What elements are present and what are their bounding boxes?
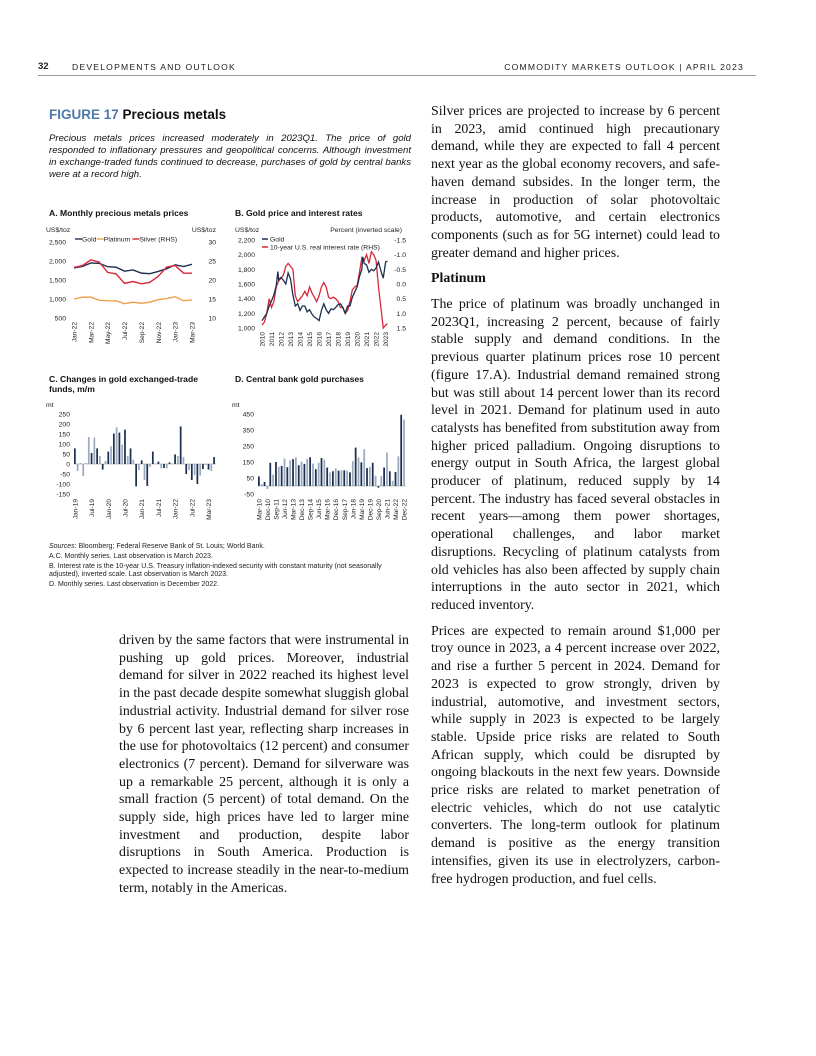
x-tick-label: Sep-22: [138, 322, 146, 344]
x-tick-label: Mar-23: [189, 322, 197, 343]
bar: [329, 472, 331, 486]
x-tick-label: 2023: [383, 332, 391, 347]
bar: [389, 471, 391, 486]
bar: [366, 468, 368, 486]
series-line-platinum: [74, 297, 192, 304]
panel-d-title: D. Central bank gold purchases: [235, 374, 364, 384]
y-tick-label: 350: [242, 427, 254, 435]
x-tick-label: Dec-13: [299, 499, 307, 521]
bar: [386, 452, 388, 486]
x-tick-label: Dec-19: [367, 499, 375, 521]
bar: [306, 459, 308, 486]
legend-label: Gold: [270, 236, 285, 244]
legend-label: Gold: [82, 236, 97, 244]
legend-label: 10-year U.S. real interest rate (RHS): [270, 244, 380, 252]
bar: [116, 427, 118, 464]
chart-b-gold-interest: [230, 222, 415, 362]
bar: [375, 476, 377, 486]
x-tick-label: 2022: [373, 332, 381, 347]
bar: [335, 468, 337, 486]
bar: [166, 464, 168, 468]
bar: [130, 448, 132, 464]
x-tick-label: Jan-21: [139, 499, 147, 520]
bar: [135, 464, 137, 486]
bar: [163, 464, 165, 468]
paragraph-silver-outlook: Silver prices are projected to increase by 6 percent in 2023, amid continued high precautionary demand, while they are expected to fall 4 percent next year as the global economy recovers, and safe-haven demand subsides. In the longer term, the increase in production of solar photovoltaic products, automotive, and certain electronics components (such as for 5G internet) could lead to greater demand and higher prices.: [431, 104, 720, 261]
bar: [318, 463, 320, 486]
x-tick-label: Dec-22: [401, 499, 409, 521]
y-tick-label-right: -1.0: [394, 252, 406, 260]
x-tick-label: 2014: [297, 332, 305, 347]
x-tick-label: Jul-21: [155, 499, 163, 517]
y-tick-label: 1,500: [48, 277, 66, 285]
bar: [102, 464, 104, 470]
figure-notes: [49, 543, 414, 591]
bar: [360, 462, 362, 486]
y-axis-label: mt: [46, 402, 54, 409]
bar: [144, 464, 146, 480]
x-tick-label: 2021: [364, 332, 372, 347]
y-tick-label: 1,000: [237, 325, 255, 333]
bar: [378, 486, 380, 488]
chart-c-etf-changes: [44, 396, 224, 536]
bar: [369, 467, 371, 486]
bar: [177, 456, 179, 464]
bar: [315, 469, 317, 486]
y-axis-label: mt: [232, 402, 240, 409]
bar: [205, 464, 207, 465]
y-tick-label-right: 1.5: [396, 325, 406, 333]
y-tick-label: -50: [60, 471, 70, 479]
x-tick-label: Mar-23: [206, 499, 214, 520]
bar: [383, 468, 385, 486]
bar: [289, 460, 291, 486]
x-tick-label: Sep-20: [375, 499, 383, 521]
y-tick-label-right: 10: [208, 315, 216, 323]
y-tick-label: 2,000: [237, 252, 255, 260]
y-tick-label: 150: [242, 459, 254, 467]
publication-title: COMMODITY MARKETS OUTLOOK | APRIL 2023: [504, 62, 744, 72]
y-tick-label: 50: [62, 451, 70, 459]
y-axis-label-left: US$/toz: [235, 227, 260, 234]
y-tick-label: 100: [58, 441, 70, 449]
y-tick-label-right: 0.5: [396, 296, 406, 304]
bar: [269, 463, 271, 486]
bar: [88, 437, 90, 464]
bar: [99, 456, 101, 464]
bar: [77, 464, 79, 471]
bar: [74, 448, 76, 464]
bar: [194, 464, 196, 475]
y-tick-label: 2,000: [48, 258, 66, 266]
bar: [197, 464, 199, 484]
panel-a-title: A. Monthly precious metals prices: [49, 208, 189, 218]
y-tick-label-right: 1.0: [396, 310, 406, 318]
x-tick-label: Jul-22: [189, 499, 197, 517]
x-tick-label: 2012: [278, 332, 286, 347]
y-tick-label-right: -1.5: [394, 237, 406, 245]
y-tick-label: 450: [242, 411, 254, 419]
paragraph-platinum-outlook: Prices are expected to remain around $1,000 per troy ounce in 2023, a 4 percent increase over 2022, and rise a further 5 percent in 2024. Demand for 2023 is expected to grow strongly, driven by industrial, automotive, and investment sectors, while supply in 2023 is expected to be largely stable. Upside price risks are related to South African supply, which could be disrupted by ongoing blackouts in the next few years. Downside price risks are related to market penetration of electric vehicles, which do not use catalytic converters. The long-term outlook for platinum demand is positive as the energy transition intensifies, given its use in electrolyzers, carbon-free hydrogen production, and fuel cells.: [431, 623, 720, 887]
bar: [395, 472, 397, 486]
bar: [400, 415, 402, 486]
y-tick-label: 150: [58, 431, 70, 439]
bar: [264, 482, 266, 486]
note-b: B. Interest rate is the 10-year U.S. Treasury inflation-indexed security with constant maturity (not seasonally adjusted), inverted scale. Last observation is March 2023.: [49, 562, 382, 579]
page-number: 32: [38, 61, 49, 72]
bar: [158, 462, 160, 464]
y-tick-label: 2,200: [237, 237, 255, 245]
legend-label: Silver (RHS): [139, 236, 178, 244]
panel-b-title: B. Gold price and interest rates: [235, 208, 363, 218]
bar: [132, 460, 134, 464]
bar: [127, 456, 129, 464]
bar: [298, 465, 300, 486]
bar: [358, 458, 360, 486]
bar: [121, 445, 123, 464]
x-tick-label: Jan-22: [71, 322, 79, 343]
bar: [119, 433, 121, 464]
y-tick-label-right: 0.0: [396, 281, 406, 289]
x-tick-label: 2016: [316, 332, 324, 347]
bar: [138, 464, 140, 470]
x-tick-label: Nov-22: [155, 322, 163, 344]
bar: [346, 471, 348, 486]
header-rule: [38, 75, 756, 76]
x-tick-label: 2011: [269, 332, 277, 347]
bar: [82, 464, 84, 476]
y-tick-label: 2,500: [48, 239, 66, 247]
bar: [343, 470, 345, 486]
bar: [355, 448, 357, 486]
x-tick-label: Mar-22: [88, 322, 96, 343]
x-tick-label: Sep-14: [307, 499, 315, 521]
bar: [323, 460, 325, 486]
bar: [284, 458, 286, 486]
bar: [397, 456, 399, 486]
bar: [188, 464, 190, 470]
chart-a-metals-prices: [44, 222, 224, 362]
figure-subtitle: Precious metals prices increased moderately in 2023Q1. The price of gold responded to inflationary pressures and geopolitical concerns. Although investment in exchange-traded funds continued to decrease, purchases of gold by central banks were at a record high.: [49, 133, 411, 180]
bar: [403, 420, 405, 486]
y-tick-label: -100: [56, 481, 70, 489]
y-tick-label-right: 30: [208, 239, 216, 247]
heading-platinum: Platinum: [431, 271, 486, 287]
x-tick-label: 2017: [326, 332, 334, 347]
bar: [372, 463, 374, 486]
bar: [272, 474, 274, 486]
x-tick-label: Jul-19: [89, 499, 97, 517]
bar: [210, 464, 212, 471]
bar: [149, 464, 151, 467]
bar: [304, 464, 306, 486]
bar: [338, 471, 340, 486]
bar: [183, 457, 185, 464]
x-tick-label: Jan-22: [172, 499, 180, 520]
note-sources: Sources: Bloomberg; Federal Reserve Bank of St. Louis; World Bank.: [49, 543, 265, 550]
bar: [281, 466, 283, 486]
x-tick-label: 2019: [345, 332, 353, 347]
x-tick-label: Mar-16: [324, 499, 332, 520]
bar: [174, 454, 176, 464]
bar: [286, 467, 288, 486]
bar: [96, 448, 98, 464]
legend-label: Platinum: [103, 236, 131, 244]
x-tick-label: Sep-17: [341, 499, 349, 521]
bar: [141, 460, 143, 464]
paragraph-silver-demand: driven by the same factors that were instrumental in pushing up gold prices. Moreover, industrial demand for silver in 2022 reached its highest level in the past decade despite somewhat sluggish global industrial activity. Industrial demand for silver rose by 6 percent last year, reflecting sharp increases in the use for photovoltaics (12 percent) and consumer electronics (7 percent). Demand for silverware was up a remarkable 25 percent, although it is only a small fraction (5 percent) of total demand. On the supply side, high prices have led to larger mine investment and production, despite labor disruptions in South America. Production is expected to increase steadily in the near-to-medium term, notably in the Americas.: [119, 633, 409, 896]
bar: [349, 472, 351, 486]
x-tick-label: Jul-20: [122, 499, 130, 517]
y-tick-label-right: 15: [208, 296, 216, 304]
y-tick-label-right: 25: [208, 258, 216, 266]
chart-d-central-bank: [230, 396, 415, 536]
y-tick-label: 50: [246, 475, 254, 483]
bar: [326, 468, 328, 486]
bar: [160, 464, 162, 468]
paragraph-platinum-price: The price of platinum was broadly unchanged in 2023Q1, increasing 2 percent, because of fairly stable supply and demand conditions. In the previous quarter platinum prices rose 10 percent (figure 17.A). Industrial demand remained strong but was still about 14 percent lower than its record level in 2021. Demand for platinum used in auto catalysts has benefited from substitution away from higher priced palladium. Ongoing disruptions to energy output in South Africa, the largest global producer of platinum, reduced supply by 14 percent. The industry has faced several obstacles in recent years—among them power shortages, operational challenges, and labor market disruptions. Recycling of platinum catalysts from old vehicles has also been affected by supply chain interruptions in the auto sector in 2021, which reduced inventory.: [431, 297, 720, 613]
x-tick-label: Jun-15: [316, 499, 324, 520]
figure-title: [49, 107, 226, 122]
bar: [208, 464, 210, 470]
note-ac: A.C. Monthly series. Last observation is March 2023.: [49, 552, 213, 560]
bar: [292, 459, 294, 486]
bar: [321, 458, 323, 486]
note-d: D. Monthly series. Last observation is December 2022.: [49, 581, 220, 589]
x-tick-label: Jan-19: [72, 499, 80, 520]
x-tick-label: Sep-11: [273, 499, 281, 520]
bar: [275, 462, 277, 486]
bar: [152, 452, 154, 464]
y-tick-label: 1,200: [237, 310, 255, 318]
bar: [191, 464, 193, 480]
bar: [261, 484, 263, 486]
bar: [105, 461, 107, 464]
bar: [380, 476, 382, 486]
x-tick-label: Dec-16: [333, 499, 341, 521]
bar: [267, 486, 269, 489]
y-tick-label: 1,000: [48, 296, 66, 304]
bar: [295, 457, 297, 486]
bar: [91, 453, 93, 464]
y-tick-label: 200: [58, 421, 70, 429]
y-tick-label: 1,400: [237, 296, 255, 304]
x-tick-label: Jan-23: [172, 322, 180, 343]
bar: [332, 471, 334, 486]
y-tick-label: 250: [58, 411, 70, 419]
x-tick-label: Mar-13: [290, 499, 298, 520]
y-tick-label: 0: [66, 461, 70, 469]
figure-number: FIGURE 17: [49, 107, 119, 122]
bar: [213, 457, 215, 464]
x-tick-label: 2018: [335, 332, 343, 347]
x-tick-label: Dec-10: [264, 499, 272, 521]
section-title: DEVELOPMENTS AND OUTLOOK: [72, 62, 236, 72]
x-tick-label: 2015: [307, 332, 315, 347]
bar: [180, 426, 182, 464]
bar: [202, 464, 204, 469]
bar: [341, 470, 343, 486]
bar: [185, 464, 187, 474]
y-tick-label-right: 20: [208, 277, 216, 285]
bar: [258, 476, 260, 486]
y-tick-label: 500: [54, 315, 66, 323]
bar: [169, 462, 171, 464]
right-column-text: [431, 103, 720, 896]
x-tick-label: Mar-19: [358, 499, 366, 520]
y-tick-label-right: -0.5: [394, 266, 406, 274]
bar: [107, 452, 109, 464]
y-tick-label: -150: [56, 491, 70, 499]
y-axis-label-right: Percent (inverted scale): [330, 227, 402, 234]
x-tick-label: 2013: [288, 332, 296, 347]
x-tick-label: Jun-18: [350, 499, 358, 520]
bar: [278, 467, 280, 486]
bar: [352, 461, 354, 486]
x-tick-label: May-22: [105, 322, 113, 344]
x-tick-label: Jul-22: [122, 322, 130, 340]
bar: [199, 464, 201, 476]
y-tick-label: -50: [244, 491, 254, 499]
bar: [124, 430, 126, 464]
series-line-gold: [262, 257, 388, 321]
x-tick-label: Mar-22: [392, 499, 400, 520]
x-tick-label: Jun-12: [281, 499, 289, 520]
y-axis-label-right: US$/toz: [191, 227, 216, 234]
bar: [93, 438, 95, 464]
bar: [146, 464, 148, 486]
bar: [301, 462, 303, 486]
series-line-real-rate: [262, 252, 388, 328]
x-tick-label: Jun-21: [384, 499, 392, 520]
series-line-gold: [74, 263, 192, 274]
bar: [113, 434, 115, 464]
panel-c-title: C. Changes in gold exchanged-trade funds, m/m: [49, 374, 198, 394]
y-axis-label-left: US$/toz: [46, 227, 71, 234]
bar: [312, 464, 314, 486]
y-tick-label: 1,600: [237, 281, 255, 289]
x-tick-label: 2010: [259, 332, 267, 347]
x-tick-label: Jan-20: [105, 499, 113, 520]
left-column-text: [119, 632, 409, 906]
x-tick-label: Mar-10: [256, 499, 264, 520]
bar: [392, 481, 394, 486]
bar: [110, 446, 112, 464]
bar: [363, 449, 365, 486]
figure-name: Precious metals: [122, 107, 227, 122]
x-tick-label: 2020: [354, 332, 362, 347]
y-tick-label: 250: [242, 443, 254, 451]
y-tick-label: 1,800: [237, 266, 255, 274]
bar: [309, 457, 311, 486]
